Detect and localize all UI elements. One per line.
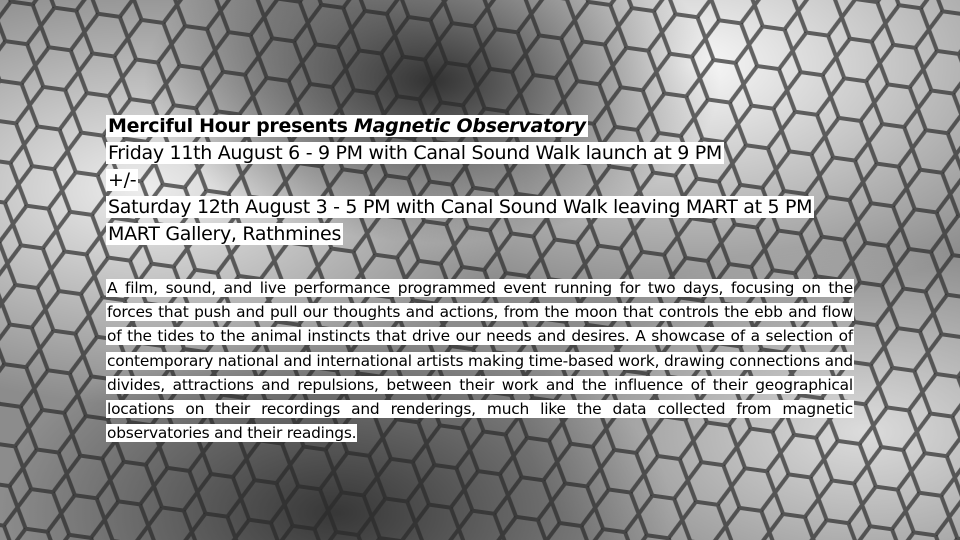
venue: MART Gallery, Rathmines bbox=[108, 223, 342, 245]
show-title: Magnetic Observatory bbox=[354, 115, 586, 137]
event-header bbox=[106, 113, 866, 248]
friday-schedule: Friday 11th August 6 - 9 PM with Canal Sound Walk launch at 9 PM bbox=[108, 142, 723, 164]
event-title-line bbox=[106, 113, 866, 140]
presenter-text: Merciful Hour presents bbox=[108, 115, 348, 137]
description-text: A film, sound, and live performance programmed event running for two days, focusing on the forces that push and pull our thoughts and actions, from the moon that controls the ebb and flow of the tides to the animal instincts that drive our needs and desires. A showcase of a selection of contemporary national and international artists making time-based work, drawing connections and divides, attractions and repulsions, between their work and the influence of their geographical locations on their recordings and renderings, much like the data collected from magnetic observatories and their readings. bbox=[107, 279, 853, 443]
plus-minus-separator: +/- bbox=[108, 169, 137, 191]
event-description bbox=[106, 276, 854, 445]
saturday-schedule: Saturday 12th August 3 - 5 PM with Canal Sound Walk leaving MART at 5 PM bbox=[108, 196, 813, 218]
